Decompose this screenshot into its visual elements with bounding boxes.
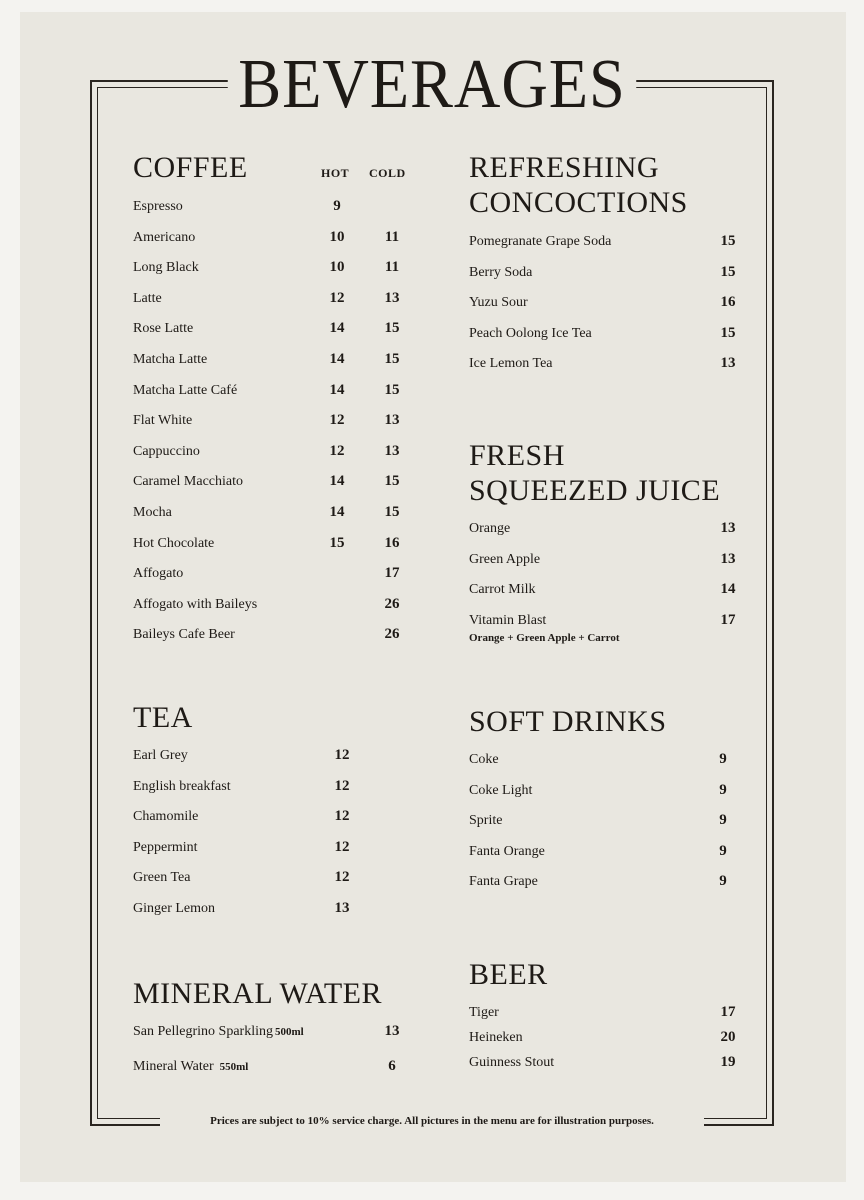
coffee-item-cold-price: 15: [384, 320, 400, 337]
coffee-section-title: COFFEE: [133, 151, 248, 184]
coffee-item-hot-price: 14: [329, 381, 345, 398]
coffee-item-cold-price: 13: [384, 412, 400, 429]
coffee-item-name: Espresso: [133, 199, 183, 214]
coffee-item-name: Matcha Latte: [133, 352, 208, 367]
soft-drink-item-name: Sprite: [469, 813, 503, 829]
tea-item-name: English breakfast: [133, 778, 231, 794]
coffee-item-name: Americano: [133, 229, 196, 245]
beer-item-price: 17: [720, 1004, 736, 1020]
coffee-item-cold-price: 13: [384, 442, 400, 459]
juice-item-name: Green Apple: [469, 551, 541, 567]
refreshing-item-name: Ice Lemon Tea: [469, 356, 553, 371]
refreshing-item-name: Yuzu Sour: [469, 295, 528, 310]
coffee-cold-header: COLD: [369, 166, 406, 180]
soft-drink-item-price: 9: [719, 842, 727, 859]
tea-item-price: 12: [334, 808, 350, 825]
juice-item-name: Carrot Milk: [469, 582, 536, 597]
juice-item-name: Vitamin Blast: [469, 612, 547, 628]
menu-title: BEVERAGES: [228, 45, 636, 125]
coffee-item-hot-price: 14: [329, 473, 345, 490]
juice-item-price: 13: [720, 550, 736, 567]
coffee-item-name: Matcha Latte Café: [133, 382, 238, 398]
refreshing-item-name: Pomegranate Grape Soda: [469, 234, 612, 249]
coffee-item-name: Affogato: [133, 566, 184, 582]
soft-drink-item-price: 9: [719, 812, 727, 829]
coffee-item-name: Cappuccino: [133, 443, 200, 459]
refreshing-section-title-line2: CONCOCTIONS: [469, 186, 688, 219]
tea-item-name: Green Tea: [133, 870, 191, 886]
mineral-water-item-size: 500ml: [275, 1026, 304, 1038]
tea-item-name: Earl Grey: [133, 748, 188, 763]
coffee-item-name: Latte: [133, 290, 162, 306]
coffee-item-cold-price: 17: [384, 565, 400, 582]
soft-drink-item-name: Fanta Grape: [469, 874, 538, 890]
mineral-water-item: [133, 1024, 304, 1040]
mineral-water-section-title: MINERAL WATER: [133, 977, 382, 1010]
coffee-item-cold-price: 15: [384, 473, 400, 490]
soft-drink-item-name: Coke Light: [469, 782, 533, 798]
mineral-water-item-price: 6: [388, 1058, 396, 1074]
coffee-item-name: Flat White: [133, 413, 193, 429]
tea-item-price: 13: [334, 900, 350, 916]
soft-drinks-section-title: SOFT DRINKS: [469, 705, 667, 738]
coffee-item-cold-price: 15: [384, 381, 400, 398]
juice-item-price: 14: [720, 581, 736, 597]
coffee-item-hot-price: 12: [329, 289, 345, 306]
coffee-item-cold-price: 15: [384, 504, 400, 520]
coffee-item-hot-price: 14: [329, 504, 345, 520]
soft-drink-item-price: 9: [719, 781, 727, 798]
coffee-item-cold-price: 11: [384, 259, 400, 276]
beer-section-title: BEER: [469, 958, 548, 991]
coffee-item-hot-price: 12: [329, 442, 345, 459]
coffee-item-name: Baileys Cafe Beer: [133, 627, 235, 643]
soft-drink-item-name: Fanta Orange: [469, 843, 545, 859]
coffee-item-cold-price: 13: [384, 289, 400, 306]
refreshing-item-price: 13: [720, 355, 736, 371]
tea-item-name: Peppermint: [133, 839, 198, 855]
coffee-item-hot-price: 9: [333, 198, 341, 214]
coffee-item-name: Mocha: [133, 505, 172, 520]
footer-note: Prices are subject to 10% service charge. All pictures in the menu are for illustration purposes.: [160, 1110, 704, 1132]
mineral-water-item: [133, 1059, 248, 1075]
coffee-item-name: Long Black: [133, 260, 199, 276]
coffee-item-name: Affogato with Baileys: [133, 596, 258, 612]
tea-section-title: TEA: [133, 701, 193, 734]
soft-drink-item-name: Coke: [469, 752, 499, 767]
tea-item-price: 12: [334, 869, 350, 886]
vitamin-blast-note: Orange + Green Apple + Carrot: [469, 632, 620, 644]
tea-item-price: 12: [334, 777, 350, 794]
coffee-item-name: Caramel Macchiato: [133, 474, 244, 490]
beer-item-name: Tiger: [469, 1005, 499, 1020]
soft-drink-item-price: 9: [719, 873, 727, 890]
coffee-item-hot-price: 15: [329, 534, 345, 551]
beer-item-name: Heineken: [469, 1030, 523, 1045]
juice-section-title-line2: SQUEEZED JUICE: [469, 474, 721, 507]
coffee-item-hot-price: 10: [329, 259, 345, 276]
beer-item-price: 20: [720, 1029, 736, 1045]
juice-item-price: 17: [720, 611, 736, 628]
coffee-item-cold-price: 26: [384, 595, 400, 612]
juice-item-price: 13: [720, 520, 736, 536]
refreshing-section-title-line1: REFRESHING: [469, 151, 660, 184]
coffee-item-hot-price: 14: [329, 351, 345, 367]
coffee-item-hot-price: 12: [329, 412, 345, 429]
refreshing-item-price: 16: [720, 294, 736, 310]
tea-item-name: Chamomile: [133, 809, 199, 825]
refreshing-item-price: 15: [720, 324, 736, 341]
refreshing-item-price: 15: [720, 263, 736, 280]
tea-item-price: 12: [334, 747, 350, 763]
refreshing-item-name: Peach Oolong Ice Tea: [469, 325, 592, 341]
coffee-item-hot-price: 10: [329, 228, 345, 245]
tea-item-name: Ginger Lemon: [133, 901, 216, 916]
mineral-water-item-size: 550ml: [219, 1061, 249, 1073]
beer-item-price: 19: [720, 1054, 736, 1070]
mineral-water-item-name: San Pellegrino Sparkling: [133, 1024, 273, 1039]
refreshing-item-name: Berry Soda: [469, 264, 533, 280]
beer-item-name: Guinness Stout: [469, 1055, 555, 1070]
coffee-item-cold-price: 11: [384, 228, 400, 245]
juice-section-title-line1: FRESH: [469, 439, 565, 472]
mineral-water-item-price: 13: [384, 1023, 400, 1039]
coffee-item-cold-price: 26: [384, 626, 400, 643]
soft-drink-item-price: 9: [719, 751, 727, 767]
coffee-item-name: Hot Chocolate: [133, 535, 215, 551]
mineral-water-item-name: Mineral Water: [133, 1059, 214, 1074]
tea-item-price: 12: [334, 838, 350, 855]
juice-item-name: Orange: [469, 521, 511, 536]
coffee-item-cold-price: 16: [384, 534, 400, 551]
refreshing-item-price: 15: [720, 233, 736, 249]
coffee-item-cold-price: 15: [384, 351, 400, 367]
coffee-item-name: Rose Latte: [133, 321, 194, 337]
coffee-item-hot-price: 14: [329, 320, 345, 337]
coffee-hot-header: HOT: [321, 166, 350, 180]
